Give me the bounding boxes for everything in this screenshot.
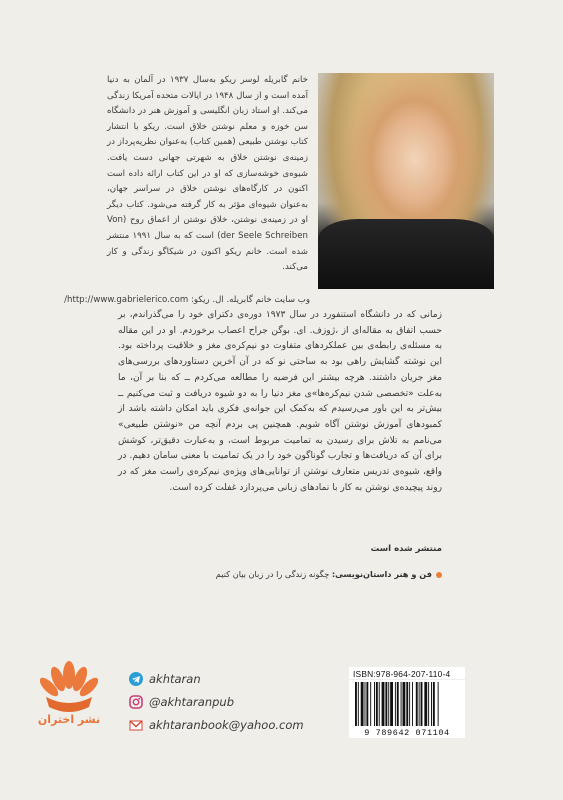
barcode-bar: [406, 682, 408, 726]
barcode-bar: [382, 682, 385, 726]
published-book-title: فن و هنر داستان‌نویسی:: [331, 569, 432, 579]
barcode-bar: [401, 682, 402, 726]
barcode-bar: [419, 682, 420, 726]
barcode-bar: [379, 682, 380, 726]
published-book-subtitle: چگونه زندگی را در زبان بیان کنیم: [215, 569, 330, 579]
contact-list: [129, 667, 304, 736]
barcode-bar: [403, 682, 406, 726]
barcode-bar: [424, 682, 427, 726]
excerpt-paragraph: زمانی که در دانشگاه استنفورد در سال ۱۹۷۳ دوره‌ی دکترای خود را می‌گذراندم، بر حسب اتفاق به مقاله‌ای از ،ژوزف. ای. بوگن جراح اعصاب برخوردم. او در این مقاله به مسئله‌ی رابطه‌ی بین عملکردهای متفاوت دو نیم‌کره‌ی مغز و خلاقیت پرداخته بود. این نوشته گشایش راهی بود به ساحتی نو که در آن آخرین دستاوردهای بررسی‌های مغز جریان داشتند. هرچه بیشتر این فرضیه را مطالعه می‌کردم ــ که بنا بر آن، ما به‌علت «تخصصی شدن نیم‌کره‌ها»ی مغز دنیا را به دو شیوه دریافت و ثبت می‌کنیم ــ بیش‌تر به این باور می‌رسیدم که به‌کمک این جوانه‌ی فکری باید امکان داشته باشد از کمبودهای آموزش نوشتن آگاه شویم. همچنین پی بردم آنچه من «نوشتن طبیعی» می‌نامم به تلاش برای رسیدن به تمامیت مربوط است، و به‌عبارت دقیق‌تر، کوشش برای آن که دریافت‌ها و تجارب گوناگون خود را در یک تمامیت با معنی سامان دهیم. در واقع، شیوه‌ی تدریس متعارف نوشتن از توانایی‌های ویژه‌ی نیم‌کره‌ی راست مغز که در روند پیچیده‌ی نوشتن به کار با نمادهای زبانی می‌پردازد غفلت کرده است.: [118, 310, 442, 493]
telegram-handle: akhtaran: [149, 671, 201, 686]
contact-instagram[interactable]: [129, 690, 304, 713]
mail-icon: [129, 718, 143, 732]
barcode-bar: [388, 682, 389, 726]
email-address: akhtaranbook@yahoo.com: [149, 717, 304, 732]
barcode-bar: [358, 682, 359, 726]
barcode-bar: [366, 682, 368, 726]
barcode-bar: [397, 682, 399, 726]
published-book: [215, 569, 442, 579]
isbn-label: ISBN:978-964-207-110-4: [349, 667, 465, 679]
barcode-bar: [438, 682, 439, 726]
barcode-bar: [385, 682, 387, 726]
contact-email[interactable]: [129, 713, 304, 736]
barcode-bar: [390, 682, 393, 726]
barcode-bar: [374, 682, 375, 726]
barcode-digits: 9 789642 071104: [349, 728, 465, 738]
barcode-bar: [431, 682, 432, 726]
barcode-bar: [416, 682, 418, 726]
author-website: وب سایت خانم گابریله. ال. ریکو: http://www.gabrielerico.com/: [64, 295, 310, 305]
barcode-bar: [355, 682, 357, 726]
author-photo: [318, 73, 494, 289]
published-heading: منتشر شده است: [370, 544, 442, 554]
barcode-bar: [376, 682, 378, 726]
instagram-handle: @akhtaranpub: [149, 694, 235, 709]
barcode-bar: [361, 682, 364, 726]
barcode-bar: [428, 682, 429, 726]
barcode-bar: [365, 682, 366, 726]
barcode-bar: [412, 682, 413, 726]
barcode-bars: [349, 680, 465, 728]
author-sweater: [318, 219, 494, 289]
bullet-icon: [436, 572, 442, 578]
publisher-name: نشر اختران: [37, 713, 101, 726]
barcode-bar: [421, 682, 423, 726]
author-biography: خانم گابریله لوسر ریکو به‌سال ۱۹۳۷ در آلمان به دنیا آمده است و از سال ۱۹۴۸ در ایالات متحده آمریکا زندگی می‌کند. او استاد زبان انگلیسی و آموزش هنر در دانشگاه سن خوزه و معلم نوشتن خلاق است. ریکو با انتشار کتاب نوشتن طبیعی (همین کتاب) به‌عنوان نظریه‌پرداز در زمینه‌ی نوشتن خلاق به شهرتی جهانی دست یافت. شیوه‌ی خوشه‌سازی که او در این کتاب ارائه داده است اکنون در کارگاه‌های نوشتن خلاق در سراسر جهان، به‌عنوان شیوه‌ای مؤثر به کار گرفته می‌شود. کتاب دیگر او در زمینه‌ی نوشتن، خلاق نوشتن از اعماق روح (Von der Seele Schreiben) است که به سال ۱۹۹۱ منتشر شده است. خانم ریکو اکنون در شیکاگو زندگی و کار می‌کند.: [107, 75, 308, 273]
barcode-bar: [433, 682, 435, 726]
barcode-bar: [370, 682, 371, 726]
telegram-icon: [129, 672, 143, 686]
barcode-bar: [395, 682, 396, 726]
barcode-bar: [409, 682, 410, 726]
instagram-icon: [129, 695, 143, 709]
contact-telegram[interactable]: [129, 667, 304, 690]
